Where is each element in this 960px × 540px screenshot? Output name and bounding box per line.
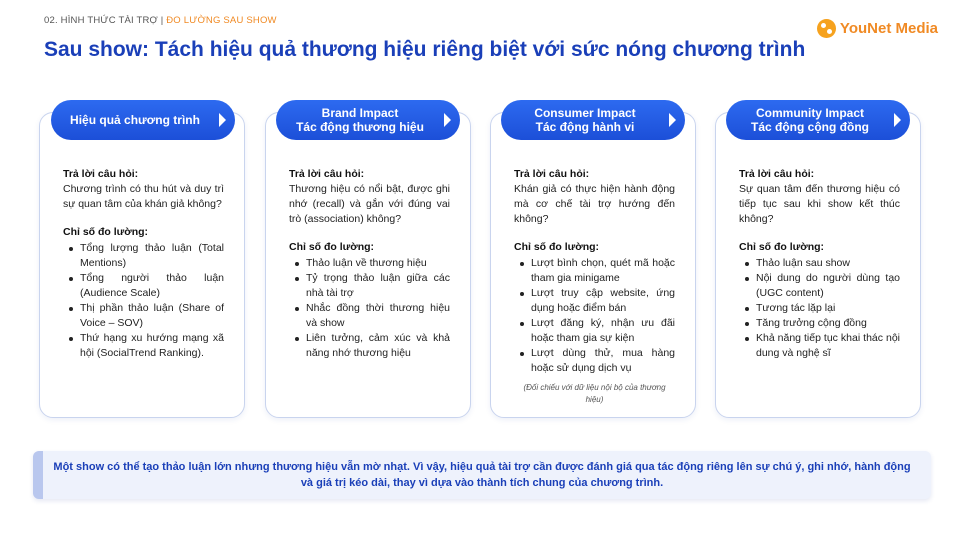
question-heading: Trả lời câu hỏi: [63, 168, 139, 180]
metrics-heading: Chỉ số đo lường: [289, 241, 375, 253]
pill-sublabel: Tác động cộng đồng [751, 120, 869, 134]
banner-accent-bar [33, 451, 43, 499]
metrics-heading: Chỉ số đo lường: [739, 241, 825, 253]
arrow-right-icon [669, 113, 676, 127]
metrics-list [514, 256, 675, 376]
metric-item: Nhắc đồng thời thương hiệu và show [289, 301, 450, 331]
question-text: Chương trình có thu hút và duy trì sự quan tâm của khán giả không? [63, 183, 224, 210]
metric-item: Tỷ trọng thảo luận giữa các nhà tài trợ [289, 271, 450, 301]
metrics-heading: Chỉ số đo lường: [63, 226, 149, 238]
breadcrumb-section: 02. HÌNH THỨC TÀI TRỢ | [44, 15, 164, 26]
logo [817, 19, 938, 38]
card-program-effectiveness [39, 112, 245, 418]
metric-item: Nội dung do người dùng tạo (UGC content) [739, 271, 900, 301]
metric-item: Tổng lượng thảo luận (Total Mentions) [63, 241, 224, 271]
question-text: Khán giả có thực hiện hành động mà cơ chế tài trợ hướng đến không? [514, 183, 675, 225]
metric-item: Thị phần thảo luận (Share of Voice – SOV) [63, 301, 224, 331]
pill-brand-impact[interactable] [276, 100, 460, 140]
card-body [739, 167, 900, 361]
pill-consumer-impact[interactable] [501, 100, 685, 140]
metrics-heading: Chỉ số đo lường: [514, 241, 600, 253]
pill-label: Community Impact [755, 106, 864, 120]
arrow-right-icon [444, 113, 451, 127]
pill-label: Brand Impact [321, 106, 399, 120]
metric-item: Tương tác lặp lại [739, 301, 900, 316]
metric-item: Liên tưởng, cảm xúc và khả năng nhớ thương hiệu [289, 331, 450, 361]
metrics-list [63, 241, 224, 361]
card-body [63, 167, 224, 361]
arrow-right-icon [219, 113, 226, 127]
arrow-right-icon [894, 113, 901, 127]
metrics-list [739, 256, 900, 361]
page-title: Sau show: Tách hiệu quả thương hiệu riêng biệt với sức nóng chương trình [44, 38, 806, 61]
metric-item: Lượt truy cập website, ứng dụng hoặc điểm bán [514, 286, 675, 316]
metric-item: Khả năng tiếp tục khai thác nội dung và nghệ sĩ [739, 331, 900, 361]
card-community-impact [715, 112, 921, 418]
card-note: (Đối chiếu với dữ liệu nội bộ của thương hiệu) [523, 383, 666, 404]
metric-item: Thứ hạng xu hướng mạng xã hội (SocialTrend Ranking). [63, 331, 224, 361]
pill-sublabel: Tác động hành vi [535, 120, 635, 134]
younet-logo-icon [817, 19, 836, 38]
metric-item: Tăng trưởng cộng đồng [739, 316, 900, 331]
pill-label: Hiệu quả chương trình [70, 113, 200, 127]
breadcrumb [44, 15, 277, 26]
metric-item: Tổng người thảo luận (Audience Scale) [63, 271, 224, 301]
pill-sublabel: Tác động thương hiệu [296, 120, 424, 134]
card-body [289, 167, 450, 361]
metrics-list [289, 256, 450, 361]
card-consumer-impact [490, 112, 696, 418]
pill-program-effectiveness[interactable] [51, 100, 235, 140]
pill-label: Consumer Impact [534, 106, 636, 120]
metric-item: Lượt bình chọn, quét mã hoặc tham gia minigame [514, 256, 675, 286]
question-heading: Trả lời câu hỏi: [289, 168, 365, 180]
question-text: Thương hiệu có nổi bật, được ghi nhớ (recall) và gắn với đúng vai trò (association) không? [289, 183, 450, 225]
breadcrumb-current: ĐO LƯỜNG SAU SHOW [166, 15, 277, 26]
metric-item: Thảo luận sau show [739, 256, 900, 271]
logo-text: YouNet Media [839, 20, 938, 37]
metric-item: Thảo luận về thương hiệu [289, 256, 450, 271]
question-heading: Trả lời câu hỏi: [514, 168, 590, 180]
card-body [514, 167, 675, 406]
metric-item: Lượt dùng thử, mua hàng hoặc sử dụng dịch vụ [514, 346, 675, 376]
summary-banner [33, 451, 931, 499]
metric-item: Lượt đăng ký, nhận ưu đãi hoặc tham gia sự kiện [514, 316, 675, 346]
summary-text: Một show có thể tạo thảo luận lớn nhưng thương hiệu vẫn mờ nhạt. Vì vậy, hiệu quả tài trợ cần được đánh giá qua tác động riêng lên sự chú ý, ghi nhớ, hành động và giá trị kéo dài, thay vì dựa vào thành tích chung của chương trình. [53, 461, 911, 489]
pill-community-impact[interactable] [726, 100, 910, 140]
card-brand-impact [265, 112, 471, 418]
question-heading: Trả lời câu hỏi: [739, 168, 815, 180]
question-text: Sự quan tâm đến thương hiệu có tiếp tục sau khi show kết thúc không? [739, 183, 900, 225]
